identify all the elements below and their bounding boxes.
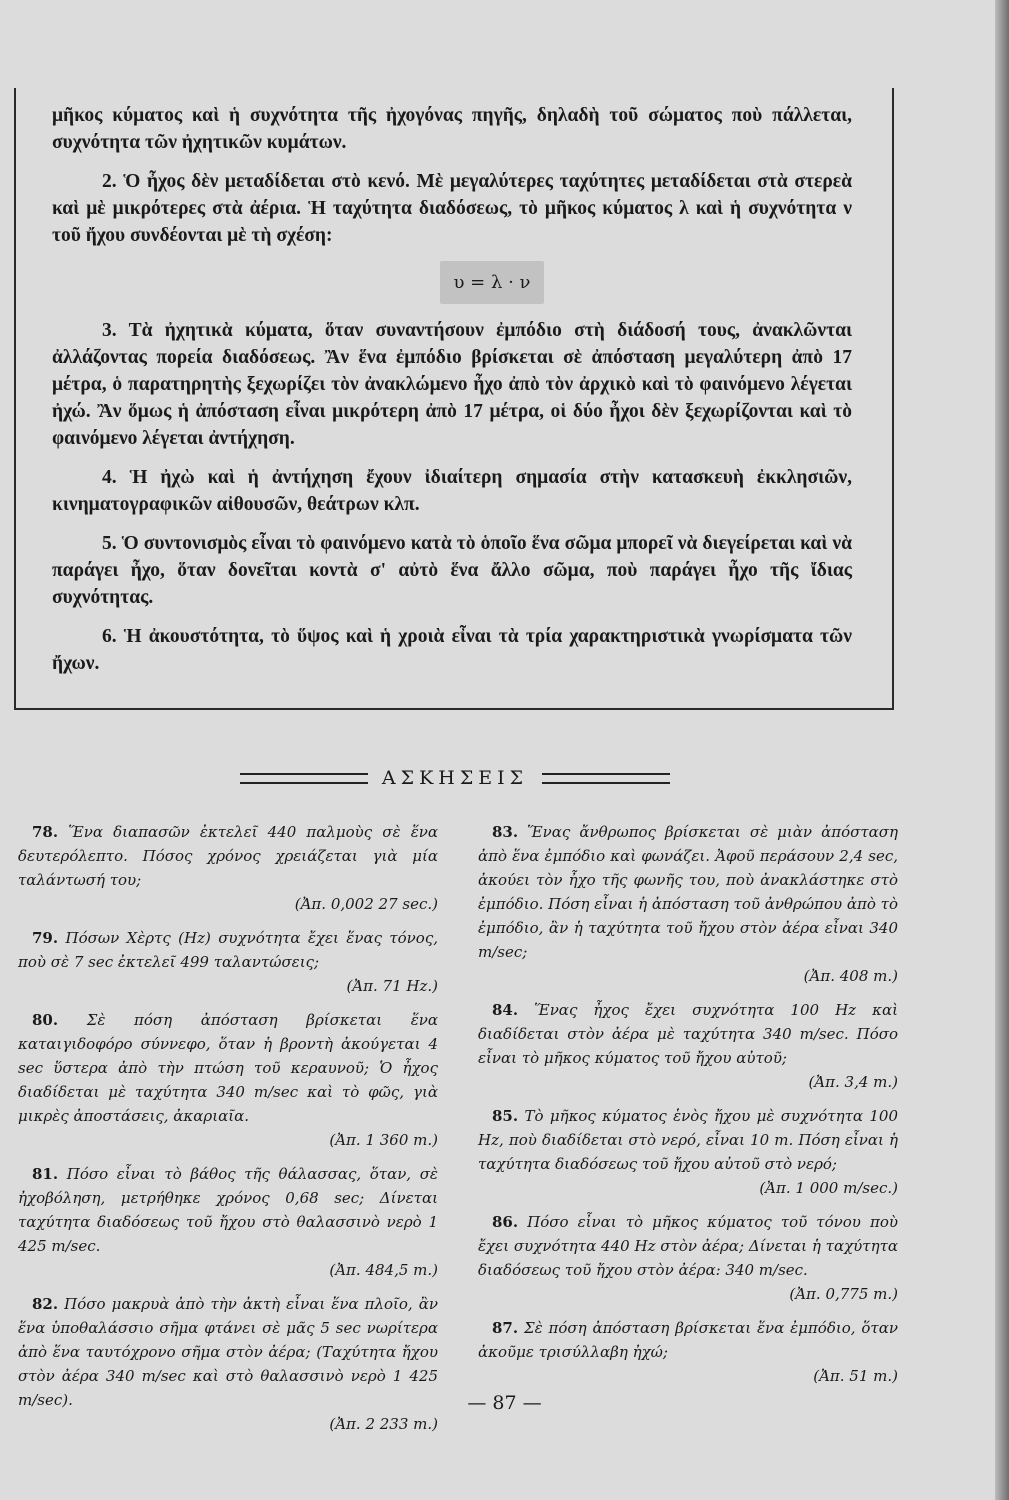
exercise-text: Τὸ μῆκος κύματος ἑνὸς ἤχου μὲ συχνότητα 100 Hz, ποὺ διαδίδεται στὸ νερό, εἶναι 10 m. Πόση εἶναι ἡ ταχύτητα διαδόσεως τοῦ ἤχου αὐτοῦ στὸ νερό; [478,1107,898,1173]
exercise-number: 78. [32,823,59,841]
exercise-answer: (Ἀπ. 3,4 m.) [808,1073,898,1091]
exercise-answer: (Ἀπ. 484,5 m.) [329,1261,438,1279]
formula-container [52,261,852,307]
exercise-number: 82. [32,1295,59,1313]
exercise-answer: (Ἀπ. 0,002 27 sec.) [294,895,438,913]
summary-paragraph-3: 3. Τὰ ἠχητικὰ κύματα, ὅταν συναντήσουν ἐμπόδιο στὴ διάδοσή τους, ἀνακλῶνται ἀλλάζοντας πορεία διαδόσεως. Ἂν ἕνα ἐμπόδιο βρίσκεται σὲ ἀπόσταση μεγαλύτερη ἀπὸ 17 μέτρα, ὁ παρατηρητὴς ξεχωρίζει τὸν ἀνακλώμενο ἦχο ἀπὸ τὸν ἀρχικὸ καὶ τὸ φαινόμενο λέγεται ἠχώ. Ἂν ὅμως ἡ ἀπόσταση εἶναι μικρότερη ἀπὸ 17 μέτρα, οἱ δύο ἦχοι δὲν ξεχωρίζονται καὶ τὸ φαινόμενο λέγεται ἀντήχηση. [52,320,852,449]
exercise-82 [18,1292,438,1436]
exercise-81 [18,1162,438,1282]
exercise-80 [18,1008,438,1152]
exercise-79 [18,926,438,998]
exercise-86 [478,1210,898,1306]
exercises-title: ΑΣΚΗΣΕΙΣ [381,767,529,789]
exercise-answer: (Ἀπ. 51 m.) [813,1367,898,1385]
exercise-number: 81. [32,1165,59,1183]
page-edge [995,0,1009,1500]
exercise-text: Ἕνας ἄνθρωπος βρίσκεται σὲ μιὰν ἀπόσταση ἀπὸ ἕνα ἐμπόδιο καὶ φωνάζει. Ἀφοῦ περάσουν 2,4 sec, ἀκούει τὸν ἦχο τῆς φωνῆς του, ποὺ ἀνακλάστηκε στὸ ἐμπόδιο. Πόση εἶναι ἡ ἀπόσταση τοῦ ἀνθρώπου ἀπὸ τὸ ἐμπόδιο, ἂν ἡ ταχύτητα τοῦ ἤχου στὸν ἀέρα εἶναι 340 m/sec; [478,823,898,961]
exercise-87 [478,1316,898,1388]
exercise-number: 85. [492,1107,519,1125]
exercise-number: 83. [492,823,519,841]
exercise-answer: (Ἀπ. 1 360 m.) [329,1131,438,1149]
exercises-column-right [478,820,898,1398]
exercise-answer: (Ἀπ. 408 m.) [803,967,898,985]
exercise-text: Σὲ πόση ἀπόσταση βρίσκεται ἕνα ἐμπόδιο, ὅταν ἀκοῦμε τρισύλλαβη ἠχώ; [478,1319,898,1361]
exercise-answer: (Ἀπ. 1 000 m/sec.) [759,1179,898,1197]
exercise-text: Σὲ πόση ἀπόσταση βρίσκεται ἕνα καταιγιδοφόρο σύννεφο, ὅταν ἡ βροντὴ ἀκούγεται 4 sec ὕστερα ἀπὸ τὴν πτώση τοῦ κεραυνοῦ; Ὁ ἦχος διαδίδεται μὲ ταχύτητα 340 m/sec καὶ τὸ φῶς, γιὰ μικρὲς ἀποστάσεις, ἀκαριαῖα. [18,1011,438,1125]
summary-paragraph-6: 6. Ἡ ἀκουστότητα, τὸ ὕψος καὶ ἡ χροιὰ εἶναι τὰ τρία χαρακτηριστικὰ γνωρίσματα τῶν ἤχων. [52,626,852,674]
exercise-text: Πόσο εἶναι τὸ βάθος τῆς θάλασσας, ὅταν, σὲ ἠχοβόληση, μετρήθηκε χρόνος 0,68 sec; Δίνεται ταχύτητα διαδόσεως τοῦ ἤχου στὸ θαλασσινὸ νερὸ 1 425 m/sec. [18,1165,438,1255]
exercise-number: 86. [492,1213,519,1231]
exercise-text: Πόσων Χὲρτς (Hz) συχνότητα ἔχει ἕνας τόνος, ποὺ σὲ 7 sec ἐκτελεῖ 499 ταλαντώσεις; [18,929,439,971]
exercise-78 [18,820,438,916]
exercise-85 [478,1104,898,1200]
exercise-number: 87. [492,1319,519,1337]
summary-paragraph-1: μῆκος κύματος καὶ ἡ συχνότητα τῆς ἠχογόνας πηγῆς, δηλαδὴ τοῦ σώματος ποὺ πάλλεται, συχνότητα τῶν ἠχητικῶν κυμάτων. [52,105,852,153]
exercise-answer: (Ἀπ. 71 Hz.) [346,977,438,995]
summary-paragraph-5: 5. Ὁ συντονισμὸς εἶναι τὸ φαινόμενο κατὰ τὸ ὁποῖο ἕνα σῶμα μπορεῖ νὰ διεγείρεται καὶ νὰ παράγει ἦχο, ὅταν δονεῖται κοντὰ σ' αὐτὸ ἕνα ἄλλο σῶμα, ποὺ παράγει ἦχο τῆς ἴδιας συχνότητας. [52,533,852,608]
exercise-number: 79. [32,929,59,947]
summary-paragraph-2: 2. Ὁ ἦχος δὲν μεταδίδεται στὸ κενό. Μὲ μεγαλύτερες ταχύτητες μεταδίδεται στὰ στερεὰ καὶ μὲ μικρότερες στὰ ἀέρια. Ἡ ταχύτητα διαδόσεως, τὸ μῆκος κύματος λ καὶ ἡ συχνότητα ν τοῦ ἤχου συνδέονται μὲ τὴ σχέση: [52,171,852,246]
exercise-answer: (Ἀπ. 0,775 m.) [789,1285,898,1303]
summary-paragraph-4: 4. Ἡ ἠχὼ καὶ ἡ ἀντήχηση ἔχουν ἰδιαίτερη σημασία στὴν κατασκευὴ ἐκκλησιῶν, κινηματογραφικῶν αἰθουσῶν, θεάτρων κλπ. [52,467,852,515]
heading-rule-right [542,773,670,784]
exercises-column-left [18,820,438,1446]
exercises-heading [240,763,670,793]
exercise-number: 80. [32,1011,59,1029]
summary-text [52,102,852,689]
heading-rule-left [240,773,368,784]
exercise-text: Πόσο εἶναι τὸ μῆκος κύματος τοῦ τόνου ποὺ ἔχει συχνότητα 440 Hz στὸν ἀέρα; Δίνεται ἡ ταχύτητα διαδόσεως τοῦ ἤχου στὸν ἀέρα: 340 m/sec. [478,1213,898,1279]
page-number: — 87 — [467,1392,542,1414]
exercise-83 [478,820,898,988]
exercise-text: Ἕνας ἦχος ἔχει συχνότητα 100 Hz καὶ διαδίδεται στὸν ἀέρα μὲ ταχύτητα 340 m/sec. Πόσο εἶναι τὸ μῆκος κύματος τοῦ ἤχου αὐτοῦ; [478,1001,898,1067]
exercise-number: 84. [492,1001,519,1019]
exercise-text: Πόσο μακρυὰ ἀπὸ τὴν ἀκτὴ εἶναι ἕνα πλοῖο, ἂν ἕνα ὑποθαλάσσιο σῆμα φτάνει σὲ μᾶς 5 sec νωρίτερα ἀπὸ ἕνα ταυτόχρονο σῆμα στὸν ἀέρα; (Ταχύτητα ἤχου στὸν ἀέρα 340 m/sec καὶ στὸ θαλασσινὸ νερὸ 1 425 m/sec). [18,1295,438,1409]
wave-formula: υ = λ · ν [440,261,545,304]
exercise-text: Ἕνα διαπασῶν ἐκτελεῖ 440 παλμοὺς σὲ ἕνα δευτερόλεπτο. Πόσος χρόνος χρειάζεται γιὰ μία ταλάντωσή του; [18,823,438,889]
exercise-answer: (Ἀπ. 2 233 m.) [329,1415,438,1433]
exercise-84 [478,998,898,1094]
